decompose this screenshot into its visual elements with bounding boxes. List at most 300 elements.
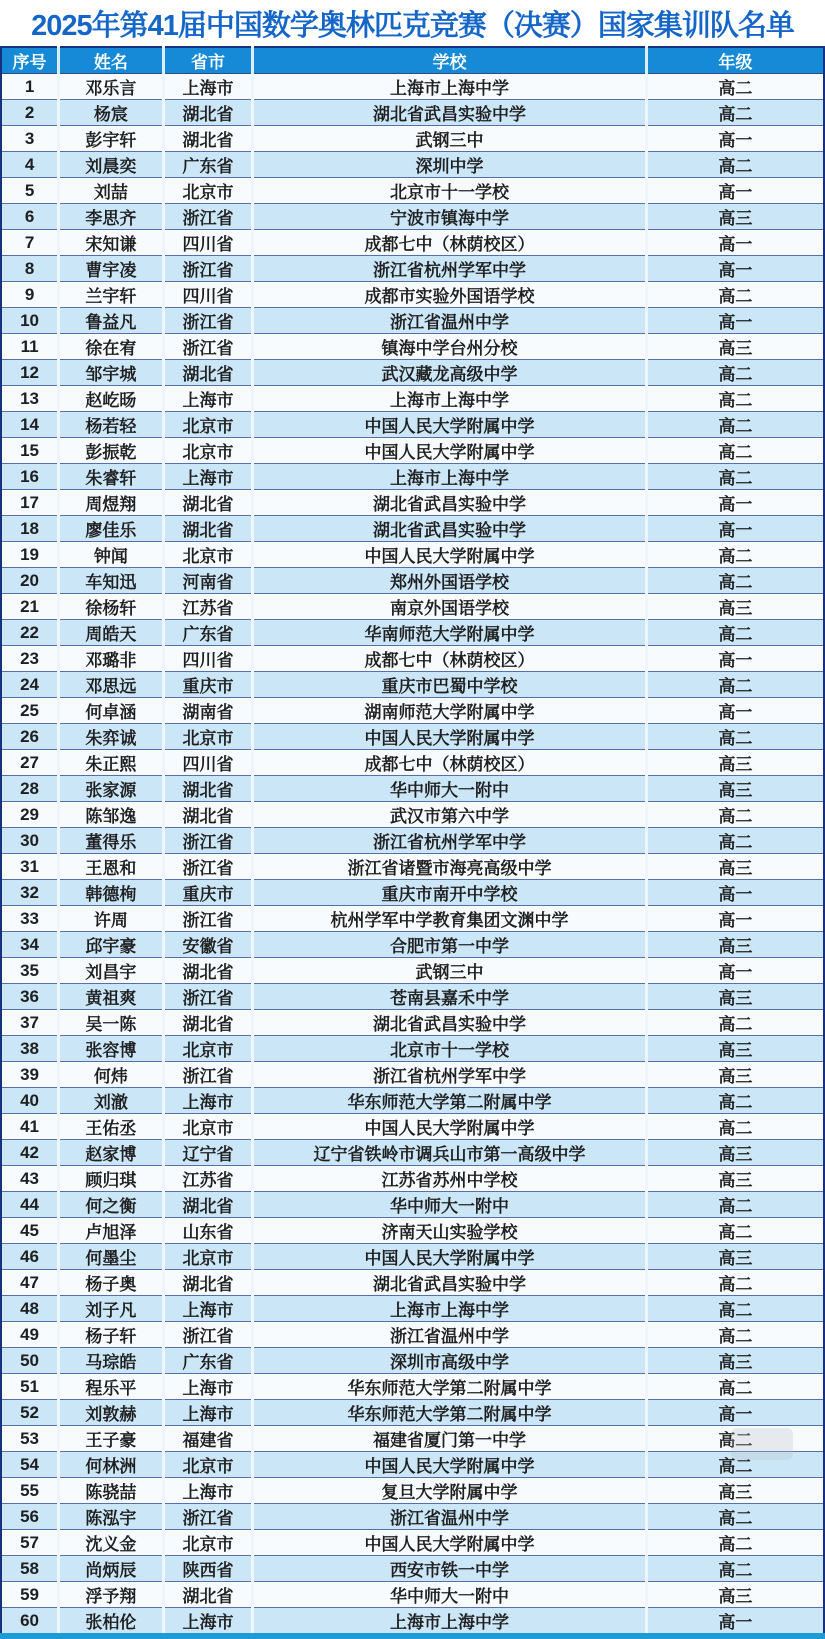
cell-name: 马琮皓 <box>59 1348 164 1374</box>
table-row <box>1 724 824 750</box>
cell-serial: 25 <box>1 698 59 724</box>
cell-grade: 高二 <box>646 568 824 594</box>
cell-name: 徐在宥 <box>59 334 164 360</box>
cell-province: 上海市 <box>163 1608 253 1637</box>
cell-province: 北京市 <box>163 1114 253 1140</box>
table-row <box>1 178 824 204</box>
table-row <box>1 1010 824 1036</box>
cell-name: 杨若轻 <box>59 412 164 438</box>
cell-serial: 59 <box>1 1582 59 1608</box>
cell-school: 福建省厦门第一中学 <box>253 1426 646 1452</box>
cell-school: 华中师大一附中 <box>253 776 646 802</box>
cell-serial: 11 <box>1 334 59 360</box>
cell-grade: 高一 <box>646 256 824 282</box>
cell-school: 成都市实验外国语学校 <box>253 282 646 308</box>
cell-grade: 高二 <box>646 1192 824 1218</box>
table-row <box>1 1478 824 1504</box>
cell-serial: 60 <box>1 1608 59 1637</box>
cell-province: 北京市 <box>163 438 253 464</box>
cell-province: 上海市 <box>163 1296 253 1322</box>
cell-serial: 20 <box>1 568 59 594</box>
cell-name: 刘澈 <box>59 1088 164 1114</box>
cell-grade: 高三 <box>646 750 824 776</box>
cell-serial: 30 <box>1 828 59 854</box>
cell-school: 浙江省杭州学军中学 <box>253 828 646 854</box>
cell-name: 浮予翔 <box>59 1582 164 1608</box>
cell-grade: 高二 <box>646 1010 824 1036</box>
cell-serial: 35 <box>1 958 59 984</box>
table-row <box>1 490 824 516</box>
cell-province: 北京市 <box>163 1036 253 1062</box>
cell-school: 上海市上海中学 <box>253 1296 646 1322</box>
table-row <box>1 1556 824 1582</box>
cell-serial: 29 <box>1 802 59 828</box>
cell-name: 王恩和 <box>59 854 164 880</box>
cell-serial: 37 <box>1 1010 59 1036</box>
cell-name: 吴一陈 <box>59 1010 164 1036</box>
cell-name: 何炜 <box>59 1062 164 1088</box>
cell-province: 北京市 <box>163 178 253 204</box>
cell-serial: 48 <box>1 1296 59 1322</box>
cell-province: 浙江省 <box>163 334 253 360</box>
table-row <box>1 1166 824 1192</box>
cell-province: 湖北省 <box>163 360 253 386</box>
cell-name: 邓思远 <box>59 672 164 698</box>
cell-name: 杨宸 <box>59 100 164 126</box>
cell-serial: 32 <box>1 880 59 906</box>
table-row <box>1 1062 824 1088</box>
cell-province: 浙江省 <box>163 828 253 854</box>
cell-province: 广东省 <box>163 152 253 178</box>
cell-province: 浙江省 <box>163 854 253 880</box>
cell-name: 张容博 <box>59 1036 164 1062</box>
cell-province: 四川省 <box>163 282 253 308</box>
cell-school: 北京市十一学校 <box>253 178 646 204</box>
cell-serial: 56 <box>1 1504 59 1530</box>
page-title: 2025年第41届中国数学奥林匹克竞赛（决赛）国家集训队名单 <box>31 9 794 42</box>
cell-grade: 高二 <box>646 74 824 100</box>
cell-grade: 高二 <box>646 412 824 438</box>
cell-serial: 28 <box>1 776 59 802</box>
cell-province: 四川省 <box>163 750 253 776</box>
cell-serial: 46 <box>1 1244 59 1270</box>
cell-school: 中国人民大学附属中学 <box>253 412 646 438</box>
cell-name: 鲁益凡 <box>59 308 164 334</box>
cell-province: 湖北省 <box>163 1270 253 1296</box>
cell-grade: 高三 <box>646 334 824 360</box>
cell-province: 重庆市 <box>163 672 253 698</box>
table-row <box>1 1296 824 1322</box>
cell-serial: 47 <box>1 1270 59 1296</box>
cell-serial: 3 <box>1 126 59 152</box>
cell-school: 浙江省杭州学军中学 <box>253 256 646 282</box>
cell-serial: 38 <box>1 1036 59 1062</box>
table-row <box>1 698 824 724</box>
cell-name: 邱宇豪 <box>59 932 164 958</box>
cell-grade: 高二 <box>646 1296 824 1322</box>
cell-school: 上海市上海中学 <box>253 464 646 490</box>
cell-province: 上海市 <box>163 464 253 490</box>
cell-name: 卢旭泽 <box>59 1218 164 1244</box>
table-row <box>1 282 824 308</box>
cell-serial: 19 <box>1 542 59 568</box>
cell-serial: 23 <box>1 646 59 672</box>
cell-grade: 高二 <box>646 1322 824 1348</box>
cell-name: 邹宇城 <box>59 360 164 386</box>
cell-grade: 高三 <box>646 204 824 230</box>
table-row <box>1 1504 824 1530</box>
cell-name: 杨子轩 <box>59 1322 164 1348</box>
table-row <box>1 1374 824 1400</box>
table-row <box>1 672 824 698</box>
cell-name: 何墨尘 <box>59 1244 164 1270</box>
table-row <box>1 438 824 464</box>
cell-grade: 高一 <box>646 490 824 516</box>
cell-school: 华中师大一附中 <box>253 1192 646 1218</box>
cell-grade: 高二 <box>646 100 824 126</box>
cell-school: 济南天山实验学校 <box>253 1218 646 1244</box>
cell-school: 华东师范大学第二附属中学 <box>253 1088 646 1114</box>
cell-school: 湖北省武昌实验中学 <box>253 100 646 126</box>
table-row <box>1 1088 824 1114</box>
cell-province: 北京市 <box>163 1530 253 1556</box>
cell-grade: 高一 <box>646 646 824 672</box>
cell-serial: 36 <box>1 984 59 1010</box>
cell-province: 山东省 <box>163 1218 253 1244</box>
table-header-row <box>1 47 824 74</box>
cell-serial: 15 <box>1 438 59 464</box>
cell-province: 江苏省 <box>163 1166 253 1192</box>
cell-name: 刘晨奕 <box>59 152 164 178</box>
cell-province: 陕西省 <box>163 1556 253 1582</box>
table-row <box>1 776 824 802</box>
table-row <box>1 594 824 620</box>
cell-name: 曹宇凌 <box>59 256 164 282</box>
column-header-grade: 年级 <box>646 47 824 74</box>
cell-school: 镇海中学台州分校 <box>253 334 646 360</box>
cell-name: 刘敦赫 <box>59 1400 164 1426</box>
cell-name: 何之衡 <box>59 1192 164 1218</box>
cell-province: 浙江省 <box>163 256 253 282</box>
cell-school: 湖北省武昌实验中学 <box>253 490 646 516</box>
table-row <box>1 126 824 152</box>
cell-serial: 31 <box>1 854 59 880</box>
cell-name: 韩德栒 <box>59 880 164 906</box>
cell-school: 中国人民大学附属中学 <box>253 724 646 750</box>
cell-grade: 高二 <box>646 464 824 490</box>
table-row <box>1 828 824 854</box>
cell-name: 彭宇轩 <box>59 126 164 152</box>
cell-grade: 高三 <box>646 1244 824 1270</box>
cell-school: 重庆市南开中学校 <box>253 880 646 906</box>
cell-province: 浙江省 <box>163 1504 253 1530</box>
cell-school: 华中师大一附中 <box>253 1582 646 1608</box>
cell-serial: 26 <box>1 724 59 750</box>
cell-name: 尚炳辰 <box>59 1556 164 1582</box>
cell-school: 浙江省诸暨市海亮高级中学 <box>253 854 646 880</box>
cell-serial: 40 <box>1 1088 59 1114</box>
cell-name: 黄祖爽 <box>59 984 164 1010</box>
cell-serial: 10 <box>1 308 59 334</box>
cell-grade: 高二 <box>646 360 824 386</box>
cell-province: 湖北省 <box>163 126 253 152</box>
cell-grade: 高三 <box>646 854 824 880</box>
cell-grade: 高三 <box>646 1036 824 1062</box>
cell-school: 浙江省杭州学军中学 <box>253 1062 646 1088</box>
table-row <box>1 1218 824 1244</box>
cell-serial: 22 <box>1 620 59 646</box>
table-row <box>1 1244 824 1270</box>
cell-serial: 43 <box>1 1166 59 1192</box>
cell-school: 中国人民大学附属中学 <box>253 1114 646 1140</box>
cell-name: 王佑丞 <box>59 1114 164 1140</box>
cell-serial: 42 <box>1 1140 59 1166</box>
cell-name: 钟闻 <box>59 542 164 568</box>
cell-school: 浙江省温州中学 <box>253 1322 646 1348</box>
table-row <box>1 1530 824 1556</box>
cell-grade: 高二 <box>646 282 824 308</box>
cell-school: 合肥市第一中学 <box>253 932 646 958</box>
cell-school: 湖北省武昌实验中学 <box>253 1270 646 1296</box>
cell-grade: 高二 <box>646 620 824 646</box>
cell-name: 陈骁喆 <box>59 1478 164 1504</box>
column-header-name: 姓名 <box>59 47 164 74</box>
cell-serial: 41 <box>1 1114 59 1140</box>
cell-province: 湖北省 <box>163 958 253 984</box>
cell-school: 浙江省温州中学 <box>253 1504 646 1530</box>
cell-serial: 27 <box>1 750 59 776</box>
cell-serial: 12 <box>1 360 59 386</box>
cell-name: 张柏伦 <box>59 1608 164 1637</box>
table-row <box>1 958 824 984</box>
cell-province: 上海市 <box>163 1374 253 1400</box>
roster-table <box>0 46 825 1639</box>
cell-school: 辽宁省铁岭市调兵山市第一高级中学 <box>253 1140 646 1166</box>
table-row <box>1 1322 824 1348</box>
cell-school: 宁波市镇海中学 <box>253 204 646 230</box>
table-row <box>1 334 824 360</box>
cell-province: 湖北省 <box>163 776 253 802</box>
cell-serial: 39 <box>1 1062 59 1088</box>
cell-serial: 33 <box>1 906 59 932</box>
cell-name: 刘昌宇 <box>59 958 164 984</box>
table-row <box>1 1140 824 1166</box>
cell-name: 徐杨轩 <box>59 594 164 620</box>
cell-serial: 6 <box>1 204 59 230</box>
cell-province: 湖北省 <box>163 100 253 126</box>
cell-serial: 51 <box>1 1374 59 1400</box>
cell-province: 湖北省 <box>163 802 253 828</box>
table-row <box>1 360 824 386</box>
cell-name: 许周 <box>59 906 164 932</box>
cell-name: 周煜翔 <box>59 490 164 516</box>
cell-serial: 7 <box>1 230 59 256</box>
cell-province: 浙江省 <box>163 204 253 230</box>
cell-school: 杭州学军中学教育集团文渊中学 <box>253 906 646 932</box>
cell-grade: 高二 <box>646 1452 824 1478</box>
column-header-school: 学校 <box>253 47 646 74</box>
cell-school: 成都七中（林荫校区） <box>253 230 646 256</box>
table-row <box>1 1608 824 1637</box>
cell-grade: 高二 <box>646 542 824 568</box>
table-row <box>1 308 824 334</box>
cell-school: 上海市上海中学 <box>253 386 646 412</box>
cell-grade: 高三 <box>646 1478 824 1504</box>
cell-province: 四川省 <box>163 646 253 672</box>
cell-name: 何卓涵 <box>59 698 164 724</box>
cell-name: 张家源 <box>59 776 164 802</box>
table-row <box>1 386 824 412</box>
cell-serial: 45 <box>1 1218 59 1244</box>
cell-serial: 44 <box>1 1192 59 1218</box>
cell-province: 四川省 <box>163 230 253 256</box>
cell-name: 朱睿轩 <box>59 464 164 490</box>
table-row <box>1 750 824 776</box>
cell-grade: 高一 <box>646 308 824 334</box>
cell-grade: 高一 <box>646 230 824 256</box>
table-row <box>1 74 824 100</box>
table-row <box>1 230 824 256</box>
cell-name: 兰宇轩 <box>59 282 164 308</box>
cell-name: 车知迅 <box>59 568 164 594</box>
cell-grade: 高三 <box>646 1062 824 1088</box>
cell-name: 杨子奥 <box>59 1270 164 1296</box>
table-row <box>1 256 824 282</box>
cell-grade: 高二 <box>646 1270 824 1296</box>
cell-school: 中国人民大学附属中学 <box>253 1530 646 1556</box>
cell-province: 湖北省 <box>163 1192 253 1218</box>
cell-serial: 34 <box>1 932 59 958</box>
cell-province: 辽宁省 <box>163 1140 253 1166</box>
cell-school: 湖南师范大学附属中学 <box>253 698 646 724</box>
cell-name: 陈邹逸 <box>59 802 164 828</box>
cell-serial: 53 <box>1 1426 59 1452</box>
cell-serial: 5 <box>1 178 59 204</box>
cell-province: 湖北省 <box>163 490 253 516</box>
cell-grade: 高三 <box>646 1166 824 1192</box>
cell-grade: 高二 <box>646 1374 824 1400</box>
cell-name: 赵家博 <box>59 1140 164 1166</box>
cell-name: 朱弈诚 <box>59 724 164 750</box>
cell-serial: 16 <box>1 464 59 490</box>
column-header-province: 省市 <box>163 47 253 74</box>
cell-school: 苍南县嘉禾中学 <box>253 984 646 1010</box>
cell-province: 上海市 <box>163 1088 253 1114</box>
cell-grade: 高一 <box>646 906 824 932</box>
cell-school: 深圳市高级中学 <box>253 1348 646 1374</box>
cell-grade: 高三 <box>646 1140 824 1166</box>
cell-grade: 高一 <box>646 880 824 906</box>
cell-school: 中国人民大学附属中学 <box>253 438 646 464</box>
cell-school: 华东师范大学第二附属中学 <box>253 1400 646 1426</box>
cell-grade: 高一 <box>646 698 824 724</box>
cell-province: 浙江省 <box>163 1322 253 1348</box>
page-title-bar <box>0 0 825 46</box>
cell-school: 浙江省温州中学 <box>253 308 646 334</box>
cell-province: 福建省 <box>163 1426 253 1452</box>
cell-school: 深圳中学 <box>253 152 646 178</box>
table-row <box>1 1426 824 1452</box>
cell-province: 上海市 <box>163 386 253 412</box>
cell-school: 重庆市巴蜀中学校 <box>253 672 646 698</box>
table-row <box>1 542 824 568</box>
cell-name: 李思齐 <box>59 204 164 230</box>
cell-grade: 高二 <box>646 438 824 464</box>
cell-school: 武汉藏龙高级中学 <box>253 360 646 386</box>
cell-school: 湖北省武昌实验中学 <box>253 516 646 542</box>
table-row <box>1 880 824 906</box>
cell-name: 赵屹旸 <box>59 386 164 412</box>
cell-grade: 高二 <box>646 1530 824 1556</box>
cell-school: 武钢三中 <box>253 958 646 984</box>
cell-name: 邓乐言 <box>59 74 164 100</box>
table-row <box>1 1582 824 1608</box>
cell-serial: 17 <box>1 490 59 516</box>
cell-serial: 14 <box>1 412 59 438</box>
cell-grade: 高二 <box>646 1426 824 1452</box>
cell-name: 刘子凡 <box>59 1296 164 1322</box>
cell-grade: 高三 <box>646 776 824 802</box>
cell-school: 复旦大学附属中学 <box>253 1478 646 1504</box>
cell-province: 浙江省 <box>163 906 253 932</box>
cell-school: 郑州外国语学校 <box>253 568 646 594</box>
cell-school: 武钢三中 <box>253 126 646 152</box>
cell-province: 北京市 <box>163 1452 253 1478</box>
cell-grade: 高一 <box>646 178 824 204</box>
table-row <box>1 1270 824 1296</box>
cell-serial: 13 <box>1 386 59 412</box>
cell-grade: 高二 <box>646 152 824 178</box>
cell-grade: 高二 <box>646 724 824 750</box>
cell-name: 程乐平 <box>59 1374 164 1400</box>
cell-serial: 9 <box>1 282 59 308</box>
cell-serial: 8 <box>1 256 59 282</box>
table-row <box>1 412 824 438</box>
table-row <box>1 1192 824 1218</box>
cell-name: 廖佳乐 <box>59 516 164 542</box>
table-row <box>1 516 824 542</box>
cell-serial: 52 <box>1 1400 59 1426</box>
table-row <box>1 1452 824 1478</box>
table-row <box>1 1348 824 1374</box>
cell-school: 上海市上海中学 <box>253 74 646 100</box>
table-row <box>1 464 824 490</box>
cell-school: 中国人民大学附属中学 <box>253 1244 646 1270</box>
cell-school: 上海市上海中学 <box>253 1608 646 1637</box>
cell-grade: 高三 <box>646 1582 824 1608</box>
cell-grade: 高一 <box>646 126 824 152</box>
cell-serial: 55 <box>1 1478 59 1504</box>
table-row <box>1 646 824 672</box>
cell-name: 宋知谦 <box>59 230 164 256</box>
cell-province: 浙江省 <box>163 984 253 1010</box>
cell-province: 江苏省 <box>163 594 253 620</box>
cell-province: 湖南省 <box>163 698 253 724</box>
cell-grade: 高二 <box>646 1088 824 1114</box>
cell-school: 华南师范大学附属中学 <box>253 620 646 646</box>
cell-name: 周皓天 <box>59 620 164 646</box>
cell-grade: 高一 <box>646 516 824 542</box>
cell-school: 武汉市第六中学 <box>253 802 646 828</box>
table-row <box>1 204 824 230</box>
cell-school: 西安市铁一中学 <box>253 1556 646 1582</box>
cell-grade: 高二 <box>646 1556 824 1582</box>
cell-name: 顾归琪 <box>59 1166 164 1192</box>
table-row <box>1 152 824 178</box>
table-row <box>1 100 824 126</box>
cell-school: 成都七中（林荫校区） <box>253 750 646 776</box>
cell-grade: 高二 <box>646 1218 824 1244</box>
